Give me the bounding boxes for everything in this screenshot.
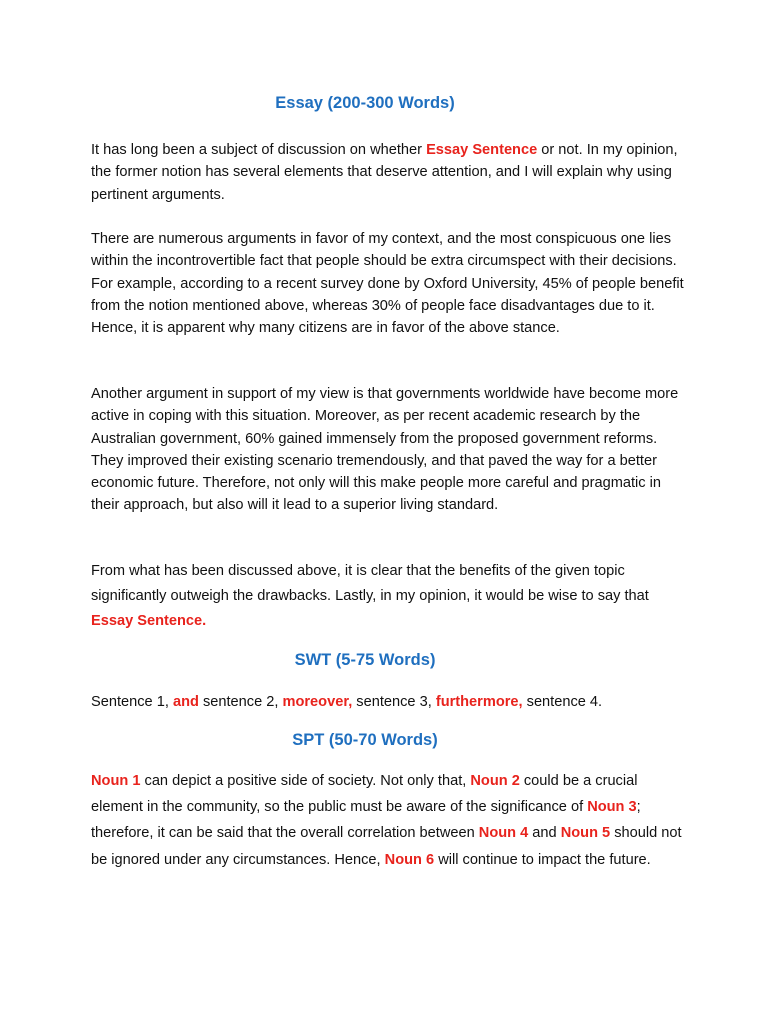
- text-run: could be a crucial element in the community, so the public must be aware of the significance of: [91, 773, 638, 816]
- noun-placeholder: Noun 5: [560, 825, 611, 842]
- text-run: sentence 2,: [198, 694, 283, 710]
- text-run: should not be ignored under any circumstances. Hence,: [91, 825, 682, 868]
- swt-heading: SWT (5-75 Words): [294, 651, 436, 669]
- text-run: From what has been discussed above, it is clear that the benefits of the given topic significantly outweigh the drawbacks. Lastly, in my opinion, it would be wise to say that: [91, 563, 649, 604]
- text-run: or not. In my opinion, the former notion has several elements that deserve attention, and I will explain why using pertinent arguments.: [91, 142, 678, 203]
- spt-heading: SPT (50-70 Words): [292, 731, 438, 749]
- noun-placeholder: Noun 4: [478, 825, 529, 842]
- essay-sentence-highlight: Essay Sentence: [426, 142, 538, 158]
- text-run: Another argument in support of my view is that governments worldwide have become more active in coping with this situation. Moreover, as per recent academic research by the Australian government, 60% gained immensely from the proposed government reforms. They improved their existing scenario tremendously, and that paved the way for a better economic future. Therefore, not only will this make people more careful and pragmatic in their approach, but also will it lead to a superior living standard.: [91, 386, 679, 514]
- text-run: sentence 3,: [352, 694, 436, 710]
- text-run: and: [528, 825, 561, 842]
- noun-placeholder: Noun 6: [384, 851, 435, 868]
- text-run: ; therefore, it can be said that the overall correlation between: [91, 799, 641, 842]
- connector-and: and: [172, 694, 199, 710]
- essay-paragraph-intro: [91, 139, 691, 206]
- swt-template: [91, 691, 691, 713]
- noun-placeholder: Noun 2: [470, 773, 520, 789]
- noun-placeholder: Noun 1: [91, 773, 141, 789]
- text-run: will continue to impact the future.: [434, 851, 651, 868]
- connector-furthermore: furthermore,: [435, 694, 523, 710]
- text-run: can depict a positive side of society. Not only that,: [140, 773, 471, 789]
- essay-paragraph-body-2: [91, 383, 691, 517]
- text-run: Sentence 1,: [91, 694, 173, 710]
- text-run: There are numerous arguments in favor of my context, and the most conspicuous one lies within the incontrovertible fact that people should be extra circumspect with their decisions. For example, according to a recent survey done by Oxford University, 45% of people benefit from the notion mentioned above, whereas 30% of people face disadvantages due to it. Hence, it is apparent why many citizens are in favor of the above stance.: [91, 231, 684, 337]
- spt-template: [91, 768, 691, 873]
- text-run: It has long been a subject of discussion on whether: [91, 142, 427, 158]
- connector-moreover: moreover,: [282, 694, 353, 710]
- essay-heading: Essay (200-300 Words): [275, 94, 455, 112]
- essay-sentence-highlight: Essay Sentence.: [91, 613, 207, 629]
- essay-paragraph-conclusion: [91, 559, 691, 634]
- essay-paragraph-body-1: [91, 228, 691, 339]
- noun-placeholder: Noun 3: [587, 799, 637, 816]
- text-run: sentence 4.: [522, 694, 603, 710]
